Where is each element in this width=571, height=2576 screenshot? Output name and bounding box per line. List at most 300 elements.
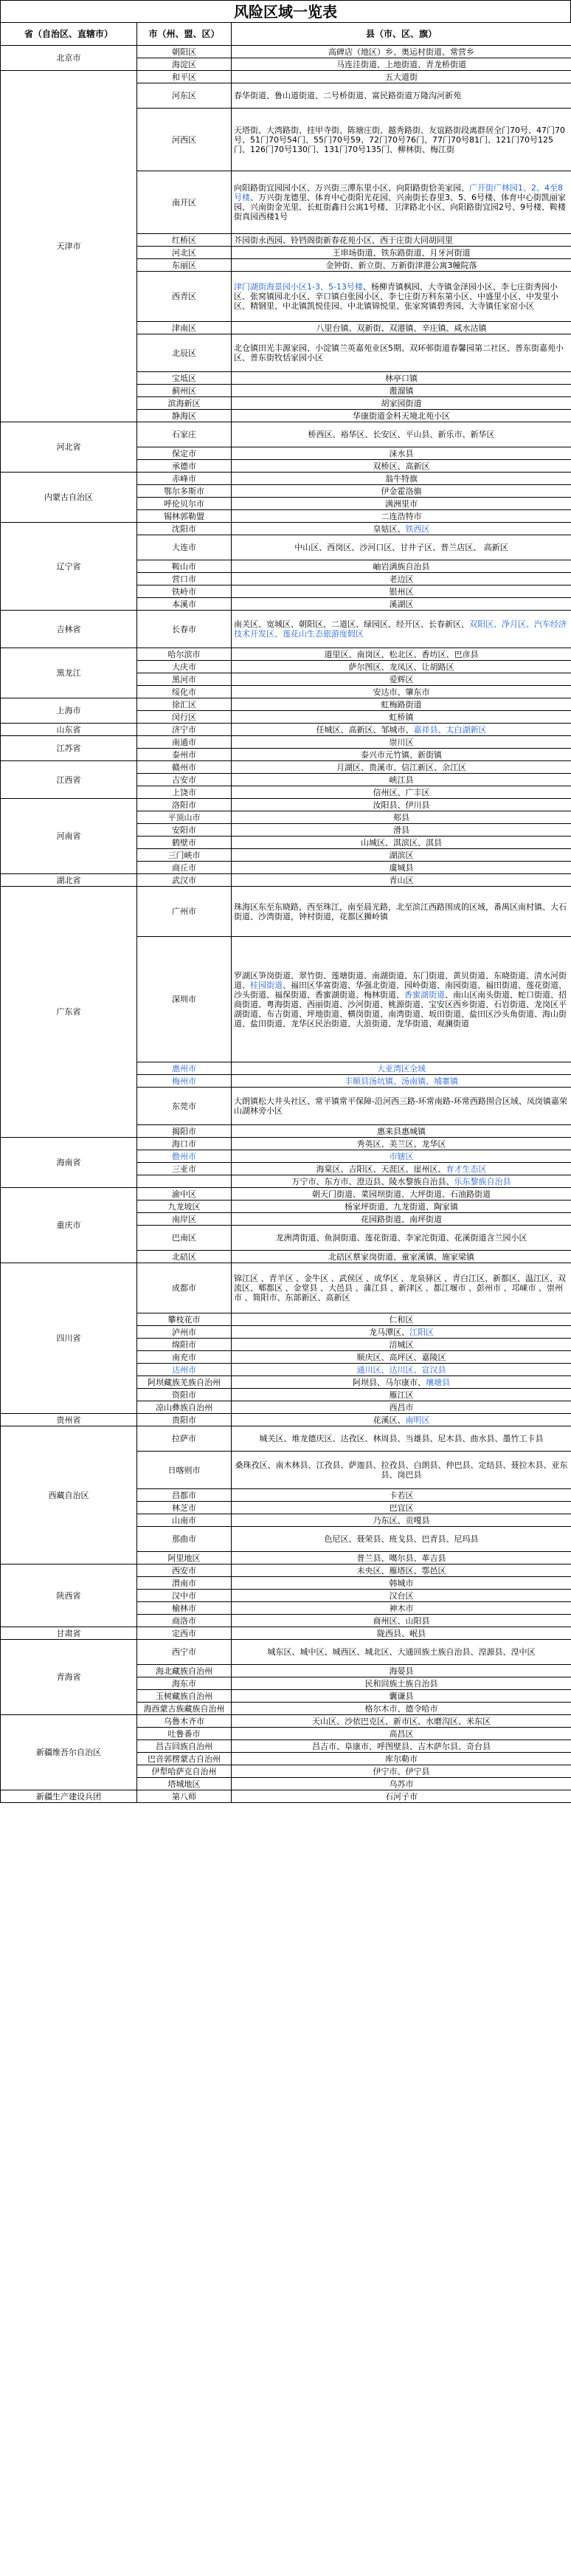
county-cell [232,1703,571,1715]
province-cell: 江苏省 [1,736,137,761]
city-cell: 朝阳区 [137,46,232,58]
county-text: 湖滨区 [389,850,414,860]
city-cell: 贵阳市 [137,1414,232,1426]
county-cell [232,799,571,811]
county-text: 翁牛特旗 [385,473,418,484]
county-text: 春华街道、鲁山道街道、二号桥街道、富民路街道万隆沟河新苑 [234,91,461,100]
county-cell [232,786,571,799]
county-cell [232,1075,571,1088]
table-row [1,1640,571,1665]
county-cell [232,686,571,698]
county-text: 银州区 [389,586,414,597]
county-text-highlight: 壤塘县 [426,1377,450,1387]
city-cell: 广州市 [137,887,232,937]
county-text: 涪城区 [389,1339,414,1350]
county-text: 虹桥镇 [389,712,414,722]
county-cell [232,1677,571,1690]
table-row [1,698,571,711]
county-cell [232,410,571,422]
city-cell: 海北藏族自治州 [137,1665,232,1677]
county-cell [232,46,571,58]
county-text: 泰兴市元竹镇、新街镇 [361,749,442,760]
county-text: 陇西县、岷县 [377,1628,426,1638]
county-text: 韩城市 [389,1578,414,1588]
county-cell [232,749,571,761]
county-text: 花园路街道、南坪街道 [361,1214,442,1224]
county-text: 高昌区 [389,1728,414,1739]
county-cell [232,1740,571,1753]
county-cell [232,322,571,334]
county-text: 金钟街、新立街、万新街津港公寓3幢院落 [325,260,477,270]
county-cell [232,1389,571,1401]
county-cell [232,234,571,247]
city-cell: 渝中区 [137,1188,232,1201]
county-cell [232,862,571,874]
county-text: 商州区、山阳县 [373,1615,430,1626]
table-row [1,1627,571,1640]
county-text: 双桥区、高新区 [373,461,430,471]
county-text: 华康街道金科天境北苑小区 [353,411,450,421]
county-text: 、南山区南头街道、蛇口街道、招商街道、粤海街道、西丽街道、沙河街道、桃源街道、宝安区西乡街道、石岩街道、龙岗区平湖街道、布吉街道、坪地街道、横岗街道、南湾街道、坂田街道、盐田区沙头角街道、海山街道、盐田街道、龙华区民治街道、大浪街道、龙华街道、观澜街道 [234,989,567,1028]
county-text: 普兰县、噶尔县、革吉县 [356,1553,446,1563]
county-cell [232,736,571,749]
province-cell: 海南省 [1,1138,137,1188]
county-text: 虹梅路街道 [381,699,422,710]
county-cell [232,711,571,724]
city-cell: 石家庄 [137,422,232,447]
county-cell [232,109,571,171]
county-text: 郏县 [393,812,409,822]
city-cell: 平顶山市 [137,811,232,824]
county-text: 城关区、堆龙德庆区、达孜区、林周县、当雄县、尼木县、曲水县、墨竹工卡县 [259,1434,544,1443]
county-cell [232,1577,571,1590]
county-text: 滑县 [393,825,409,835]
table-row [1,523,571,535]
city-cell: 成都市 [137,1263,232,1313]
city-cell: 吐鲁番市 [137,1728,232,1740]
city-cell: 三亚市 [137,1163,232,1175]
county-text: 朝天门街道、菜园坝街道、大坪街道、石油路街道 [312,1189,491,1199]
county-cell [232,1062,571,1075]
county-text: 巴宜区 [389,1502,414,1513]
county-cell [232,661,571,673]
city-cell: 沈阳市 [137,523,232,535]
county-text: 老边区 [389,574,414,584]
county-cell [232,1339,571,1351]
county-cell [232,849,571,862]
city-cell: 河北区 [137,247,232,259]
county-cell [232,1715,571,1728]
page-title: 风险区域一览表 [0,0,571,22]
city-cell: 惠州市 [137,1062,232,1075]
county-text-highlight: 桂园街道 [250,980,283,990]
province-cell: 四川省 [1,1263,137,1414]
county-text-highlight: 双阳区、净月区、汽车经济技术开发区、莲花山生态旅游度假区 [234,619,567,639]
county-text: 龙马潭区、 [369,1327,409,1337]
county-cell [232,1201,571,1213]
county-text: 乃东区、贡嘎县 [373,1515,430,1525]
county-cell [232,385,571,397]
county-text: 涞水县 [389,448,414,458]
county-cell [232,887,571,937]
county-text: 天山区、沙依巴克区、新市区、水磨沟区、米东区 [312,1716,491,1726]
province-cell: 青海省 [1,1640,137,1715]
county-text-highlight: 香蜜湖街道 [404,989,445,1000]
county-text: 格尔木市、德令哈市 [364,1703,438,1714]
county-text: 信州区、广丰区 [373,787,430,797]
city-cell: 阿坝藏族羌族自治州 [137,1376,232,1389]
city-cell: 海淀区 [137,58,232,71]
county-cell [232,1590,571,1602]
county-cell [232,1565,571,1577]
table-row [1,1715,571,1728]
county-cell [232,1728,571,1740]
county-text: 民和回族土族自治县 [364,1678,438,1689]
province-cell: 吉林省 [1,611,137,648]
province-cell: 山东省 [1,724,137,736]
county-text-highlight: 丰顺县汤坑镇、汤南镇、埔寨镇 [345,1076,458,1086]
table-row [1,1790,571,1803]
county-text: 雁江区 [389,1390,414,1400]
city-cell: 津南区 [137,322,232,334]
table-row [1,1138,571,1150]
county-cell [232,1263,571,1313]
county-cell [232,648,571,661]
table-row [1,724,571,736]
county-cell [232,1364,571,1376]
table-row [1,887,571,937]
city-cell: 山南市 [137,1514,232,1527]
city-cell: 北辰区 [137,334,232,372]
county-cell [232,1790,571,1803]
county-cell [232,1088,571,1125]
province-cell: 西藏自治区 [1,1426,137,1565]
county-cell [232,460,571,473]
county-cell [232,247,571,259]
county-text: 仁和区 [389,1314,414,1325]
city-cell [137,1175,232,1188]
city-cell: 那曲市 [137,1527,232,1552]
table-row [1,1263,571,1313]
county-cell [232,1188,571,1201]
county-cell [232,811,571,824]
county-cell [232,1376,571,1389]
county-cell [232,1765,571,1778]
county-cell [232,372,571,385]
county-text: 高碑店（地区）乡、奥运村街道、常营乡 [328,47,474,57]
province-cell: 广东省 [1,887,137,1138]
city-cell: 南充市 [137,1351,232,1364]
county-cell [232,473,571,485]
county-cell [232,1527,571,1552]
city-cell: 定西市 [137,1627,232,1640]
table-row [1,611,571,648]
city-cell: 林芝市 [137,1502,232,1514]
city-cell: 海口市 [137,1138,232,1150]
city-cell: 泸州市 [137,1326,232,1339]
city-cell: 红桥区 [137,234,232,247]
county-text: 北碚区蔡家岗街道、童家溪镇、施家梁镇 [328,1251,474,1262]
county-text-highlight: 南明区 [405,1415,430,1425]
county-text: 色尼区、聂荣县、班戈县、巴青县、尼玛县 [324,1534,479,1544]
county-text: 岫岩满族自治县 [373,561,430,571]
risk-area-table [0,22,571,1803]
city-cell: 静海区 [137,410,232,422]
county-cell [232,1251,571,1263]
table-row [1,1414,571,1426]
city-cell: 西宁市 [137,1640,232,1665]
city-cell: 徐汇区 [137,698,232,711]
table-row [1,736,571,749]
county-text: 溪湖区 [389,599,414,609]
county-text: 秀英区、美兰区、龙华区 [356,1138,446,1149]
county-cell [232,485,571,498]
table-row [1,1426,571,1452]
county-text: 五大道街 [385,72,418,82]
county-text-highlight: 铁西区 [405,523,430,534]
city-cell: 呼伦贝尔市 [137,498,232,510]
county-cell [232,1452,571,1489]
city-cell: 深圳市 [137,937,232,1062]
county-text: 珠海区东至东晓路，西至珠江，南至晨光路，北至滨江西路围成的区域，番禺区南村镇、大石街道、沙湾街道，钟村街道，花都区狮岭镇 [234,901,567,921]
city-cell: 第八师 [137,1790,232,1803]
county-text: 库尔勒市 [385,1754,418,1764]
city-cell: 洛阳市 [137,799,232,811]
county-text: 伊宁市、伊宁县 [373,1766,430,1776]
county-cell [232,272,571,322]
city-cell: 榆林市 [137,1602,232,1615]
table-body [1,46,571,1803]
county-cell [232,874,571,887]
city-cell: 黑河市 [137,673,232,686]
county-text: 顺庆区、高坪区、嘉陵区 [356,1352,446,1362]
county-cell [232,1175,571,1188]
county-cell [232,1753,571,1765]
city-cell: 长春市 [137,611,232,648]
city-cell: 和平区 [137,71,232,83]
county-text: 、杨柳青镇枫园、大寺镇金泽园小区、李七庄街秀园小区、张窝镇园北小区、辛口镇白张园小区、李七庄街万科东第小区、中盛里小区、中发里小区、精钢里、中北镇凯悦佳园、中北镇锦悦里、张家窝镇碧秀园、大寺镇任家窑小区 [234,282,558,311]
province-cell: 辽宁省 [1,523,137,611]
city-cell: 安阳市 [137,824,232,837]
county-text: 锦江区 、青羊区 、金牛区 、武侯区 、成华区 、龙泉驿区 、青白江区、新都区、温江区、双流区、郫都区 、金堂县 、大邑县 、蒲江县 、新津区 、都江堰市 、彭州市 、邛崃市 、崇州市 、简阳市、东部新区、高新区 [234,1274,566,1302]
city-cell: 渭南市 [137,1577,232,1590]
county-cell [232,1627,571,1640]
province-cell: 河北省 [1,422,137,473]
county-text: 卡若区 [389,1490,414,1500]
county-text: 汉台区 [389,1590,414,1601]
county-text: 爱辉区 [389,674,414,684]
county-cell [232,1226,571,1251]
county-text: 任城区、高新区、邹城市、 [316,724,414,735]
county-text: 桑珠孜区、南木林县、江孜县、萨迦县、拉孜县、白朗县、仲巴县、定结县、聂拉木县、亚东县、岗巴县 [235,1460,568,1480]
city-cell: 鄂尔多斯市 [137,485,232,498]
county-cell [232,1489,571,1502]
city-cell: 揭阳市 [137,1125,232,1138]
city-cell: 日喀则市 [137,1452,232,1489]
county-text: 罗湖区笋岗街道、翠竹街、莲塘街道、南湖街道、东门街道、黄贝街道、东晓街道、清水河街道、 [234,970,567,990]
city-cell: 河东区 [137,83,232,109]
county-text-highlight: 市辖区 [389,1151,414,1161]
county-text: 海晏县 [389,1666,414,1676]
county-cell [232,673,571,686]
county-cell [232,598,571,611]
county-cell [232,1640,571,1665]
county-text: 龙洲湾街道、鱼洞街道、莲花街道、李家沱街道、花溪街道含兰园小区 [275,1233,527,1243]
county-cell [232,1213,571,1226]
county-text: 昌吉市、阜康市、呼图壁县、吉木萨尔县、奇台县 [312,1741,491,1751]
province-cell: 新疆维吾尔自治区 [1,1715,137,1790]
table-row [1,648,571,661]
city-cell: 乌鲁木齐市 [137,1715,232,1728]
county-cell [232,1778,571,1790]
city-cell: 商丘市 [137,862,232,874]
city-cell: 吉安市 [137,774,232,786]
county-cell [232,58,571,71]
province-cell: 湖北省 [1,874,137,887]
county-text: 王串场街道、铁东路街道、月牙河街道 [332,247,471,258]
county-text: 伊金霍洛旗 [381,486,422,496]
city-cell: 蓟州区 [137,385,232,397]
county-text: 二连浩特市 [381,511,422,521]
province-cell: 江西省 [1,761,137,799]
province-cell: 河南省 [1,799,137,874]
county-cell [232,71,571,83]
county-text: 汝阳县、伊川县 [373,800,430,810]
county-text: 林亭口镇 [385,373,418,383]
city-cell: 南岸区 [137,1213,232,1226]
county-text: 崇川区 [389,737,414,747]
city-cell: 巴南区 [137,1226,232,1251]
city-cell: 西安市 [137,1565,232,1577]
county-cell [232,83,571,109]
city-cell: 西青区 [137,272,232,322]
county-text: 满洲里市 [385,498,418,509]
county-cell [232,1502,571,1514]
county-text: 南关区、宽城区、朝阳区、二道区、绿园区、经开区、长春新区、 [234,619,469,629]
city-cell: 海西蒙古族藏族自治州 [137,1703,232,1715]
table-row [1,1565,571,1577]
city-cell: 保定市 [137,447,232,460]
county-cell [232,573,571,585]
county-cell [232,1665,571,1677]
city-cell: 泰州市 [137,749,232,761]
county-text-highlight: 育才生态区 [446,1164,487,1174]
city-cell: 营口市 [137,573,232,585]
table-row [1,473,571,485]
header-city: 市（州、盟、区） [137,23,232,46]
city-cell: 铁岭市 [137,585,232,598]
city-cell: 商洛市 [137,1615,232,1627]
county-text: 石河子市 [385,1791,418,1802]
county-cell [232,171,571,234]
city-cell: 哈尔滨市 [137,648,232,661]
province-cell: 黑龙江 [1,648,137,698]
county-text: 萨尔图区、龙凤区、让胡路区 [348,662,454,672]
county-cell [232,1514,571,1527]
table-row [1,799,571,811]
province-cell: 贵州省 [1,1414,137,1426]
city-cell: 九龙坡区 [137,1201,232,1213]
table-row [1,761,571,774]
county-cell [232,1326,571,1339]
city-cell: 北碚区 [137,1251,232,1263]
city-cell: 锡林郭勒盟 [137,510,232,523]
city-cell: 攀枝花市 [137,1313,232,1326]
table-row [1,71,571,83]
county-text: 虞城县 [389,862,414,873]
county-text-highlight: 江阳区 [409,1327,434,1337]
county-text: 阿坝县、马尔康市、 [353,1377,426,1387]
city-cell: 赤峰市 [137,473,232,485]
county-text: 神木市 [389,1603,414,1613]
county-cell [232,824,571,837]
county-cell [232,447,571,460]
county-text: 胡家园街道 [381,398,422,408]
county-text: 万宁市、东方市、澄迈县、陵水黎族自治县、 [291,1176,454,1186]
county-cell [232,510,571,523]
city-cell: 海东市 [137,1677,232,1690]
county-text: 花溪区、 [373,1415,406,1425]
city-cell: 达州市 [137,1364,232,1376]
county-cell [232,560,571,573]
county-cell [232,1602,571,1615]
city-cell: 昌都市 [137,1489,232,1502]
county-cell [232,1125,571,1138]
county-text: 杨家坪街道、九龙街道、陶家镇 [345,1201,458,1212]
city-cell: 东丽区 [137,259,232,272]
header-province: 省（自治区、直辖市） [1,23,137,46]
county-text: 芥园街永西园、铃铛阁街新春花苑小区、西于庄街大同胡同里 [234,235,453,245]
city-cell: 昌吉回族自治州 [137,1740,232,1753]
county-text: 海棠区、吉阳区、天涯区、崖州区、 [316,1164,446,1174]
city-cell: 玉树藏族自治州 [137,1690,232,1703]
province-cell: 甘肃省 [1,1627,137,1640]
county-cell [232,1401,571,1414]
county-cell [232,611,571,648]
county-text: 山城区、淇滨区、淇县 [361,837,442,848]
city-cell: 闵行区 [137,711,232,724]
city-cell: 本溪市 [137,598,232,611]
city-cell: 南开区 [137,171,232,234]
city-cell: 南通市 [137,736,232,749]
city-cell: 绥化市 [137,686,232,698]
city-cell: 拉萨市 [137,1426,232,1452]
county-text: 城东区、城中区、城西区、城北区、大通回族土族自治县、湟源县、湟中区 [267,1647,536,1657]
city-cell: 鞍山市 [137,560,232,573]
county-cell [232,585,571,598]
county-text: 溵溜镇 [389,385,414,396]
county-text: 道里区、南岗区、松北区、香坊区、巴彦县 [324,649,479,659]
city-cell: 三门峡市 [137,849,232,862]
county-cell [232,523,571,535]
city-cell: 宝坻区 [137,372,232,385]
header-county: 县（市、区、旗） [232,23,571,46]
county-cell [232,259,571,272]
city-cell: 东莞市 [137,1088,232,1125]
county-text: 未央区、雁塔区、鄠邑区 [356,1565,446,1576]
city-cell: 大连市 [137,535,232,560]
city-cell: 资阳市 [137,1389,232,1401]
province-cell: 上海市 [1,698,137,724]
county-cell [232,1426,571,1452]
city-cell: 儋州市 [137,1150,232,1163]
city-cell: 塔城地区 [137,1778,232,1790]
table-row [1,874,571,887]
county-text: 桥西区、裕华区、长安区、平山县、新乐市、新华区 [308,430,495,439]
county-text: 西昌市 [389,1402,414,1412]
county-cell [232,334,571,372]
table-row [1,422,571,447]
